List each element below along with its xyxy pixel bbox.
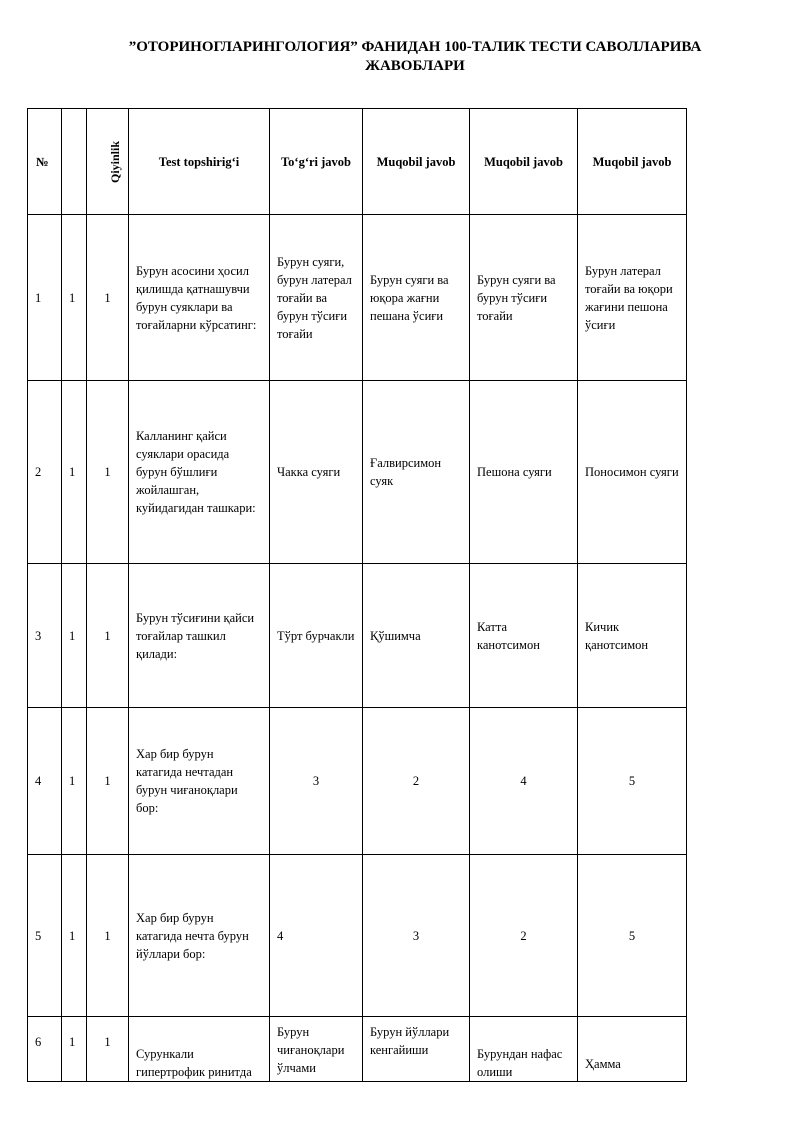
cell-number: 5 xyxy=(28,855,62,1017)
cell-correct: Бурун чиғаноқлари ўлчами xyxy=(270,1017,363,1082)
cell-alt2: Бурун суяги ва бурун тўсиғи тоғайи xyxy=(470,215,578,381)
table-row xyxy=(28,215,687,381)
header-alt2: Muqobil javob xyxy=(470,109,578,215)
cell-number: 2 xyxy=(28,381,62,564)
cell-task: Сурункали гипертрофик ринитда xyxy=(129,1017,270,1082)
header-alt3: Muqobil javob xyxy=(578,109,687,215)
cell-correct: 4 xyxy=(270,855,363,1017)
cell-alt3: 5 xyxy=(578,855,687,1017)
cell-number: 1 xyxy=(28,215,62,381)
cell-col2: 1 xyxy=(62,381,87,564)
cell-col2: 1 xyxy=(62,855,87,1017)
cell-number: 6 xyxy=(28,1017,62,1082)
cell-alt2: Катта канотсимон xyxy=(470,564,578,708)
cell-col2: 1 xyxy=(62,564,87,708)
cell-alt3: Кичик қанотсимон xyxy=(578,564,687,708)
cell-alt2: Бурундан нафас олиши xyxy=(470,1017,578,1082)
header-difficulty xyxy=(87,109,129,215)
cell-col2: 1 xyxy=(62,708,87,855)
cell-task: Хар бир бурун катагида нечта бурун йўллари бор: xyxy=(129,855,270,1017)
header-difficulty-label: Qiyinlik xyxy=(108,140,123,183)
cell-correct: Тўрт бурчакли xyxy=(270,564,363,708)
table-header-row xyxy=(28,109,687,215)
cell-task: Бурун тўсиғини қайси тоғайлар ташкил қилади: xyxy=(129,564,270,708)
cell-alt1: 3 xyxy=(363,855,470,1017)
header-col2 xyxy=(62,109,87,215)
table-row xyxy=(28,708,687,855)
cell-correct: 3 xyxy=(270,708,363,855)
header-task: Test topshirig‘i xyxy=(129,109,270,215)
cell-number: 4 xyxy=(28,708,62,855)
table-row xyxy=(28,1017,687,1082)
cell-level: 1 xyxy=(87,564,129,708)
table-row xyxy=(28,564,687,708)
cell-alt1: 2 xyxy=(363,708,470,855)
cell-alt2: 2 xyxy=(470,855,578,1017)
cell-col2: 1 xyxy=(62,215,87,381)
cell-alt1: Ғалвирсимон суяк xyxy=(363,381,470,564)
cell-task: Калланинг қайси суяклари орасида бурун бўшлиғи жойлашган, куйидагидан ташкари: xyxy=(129,381,270,564)
cell-level: 1 xyxy=(87,381,129,564)
cell-level: 1 xyxy=(87,855,129,1017)
cell-level: 1 xyxy=(87,708,129,855)
cell-alt1: Бурун йўллари кенгайиши xyxy=(363,1017,470,1082)
cell-alt3: Бурун латерал тоғайи ва юқори жағини пешона ўсиғи xyxy=(578,215,687,381)
test-table xyxy=(27,108,687,1082)
header-correct: To‘g‘ri javob xyxy=(270,109,363,215)
document-title: ”ОТОРИНОГЛАРИНГОЛОГИЯ” ФАНИДАН 100-ТАЛИК ТЕСТИ САВОЛЛАРИВА ЖАВОБЛАРИ xyxy=(128,39,702,74)
cell-level: 1 xyxy=(87,215,129,381)
cell-correct: Чакка суяги xyxy=(270,381,363,564)
cell-number: 3 xyxy=(28,564,62,708)
cell-alt2: 4 xyxy=(470,708,578,855)
cell-task: Бурун асосини ҳосил қилишда қатнашувчи бурун суяклари ва тоғайларни кўрсатинг: xyxy=(129,215,270,381)
cell-alt3: Ҳамма xyxy=(578,1017,687,1082)
table-row xyxy=(28,381,687,564)
cell-col2: 1 xyxy=(62,1017,87,1082)
cell-alt1: Бурун суяги ва юқора жағни пешана ўсиғи xyxy=(363,215,470,381)
cell-alt3: 5 xyxy=(578,708,687,855)
cell-task: Хар бир бурун катагида нечтадан бурун чиғаноқлари бор: xyxy=(129,708,270,855)
header-alt1: Muqobil javob xyxy=(363,109,470,215)
table-row xyxy=(28,855,687,1017)
cell-alt1: Қўшимча xyxy=(363,564,470,708)
header-number: № xyxy=(28,109,62,215)
cell-correct: Бурун суяги, бурун латерал тоғайи ва бурун тўсиғи тоғайи xyxy=(270,215,363,381)
cell-alt2: Пешона суяги xyxy=(470,381,578,564)
cell-alt3: Поносимон суяги xyxy=(578,381,687,564)
cell-level: 1 xyxy=(87,1017,129,1082)
